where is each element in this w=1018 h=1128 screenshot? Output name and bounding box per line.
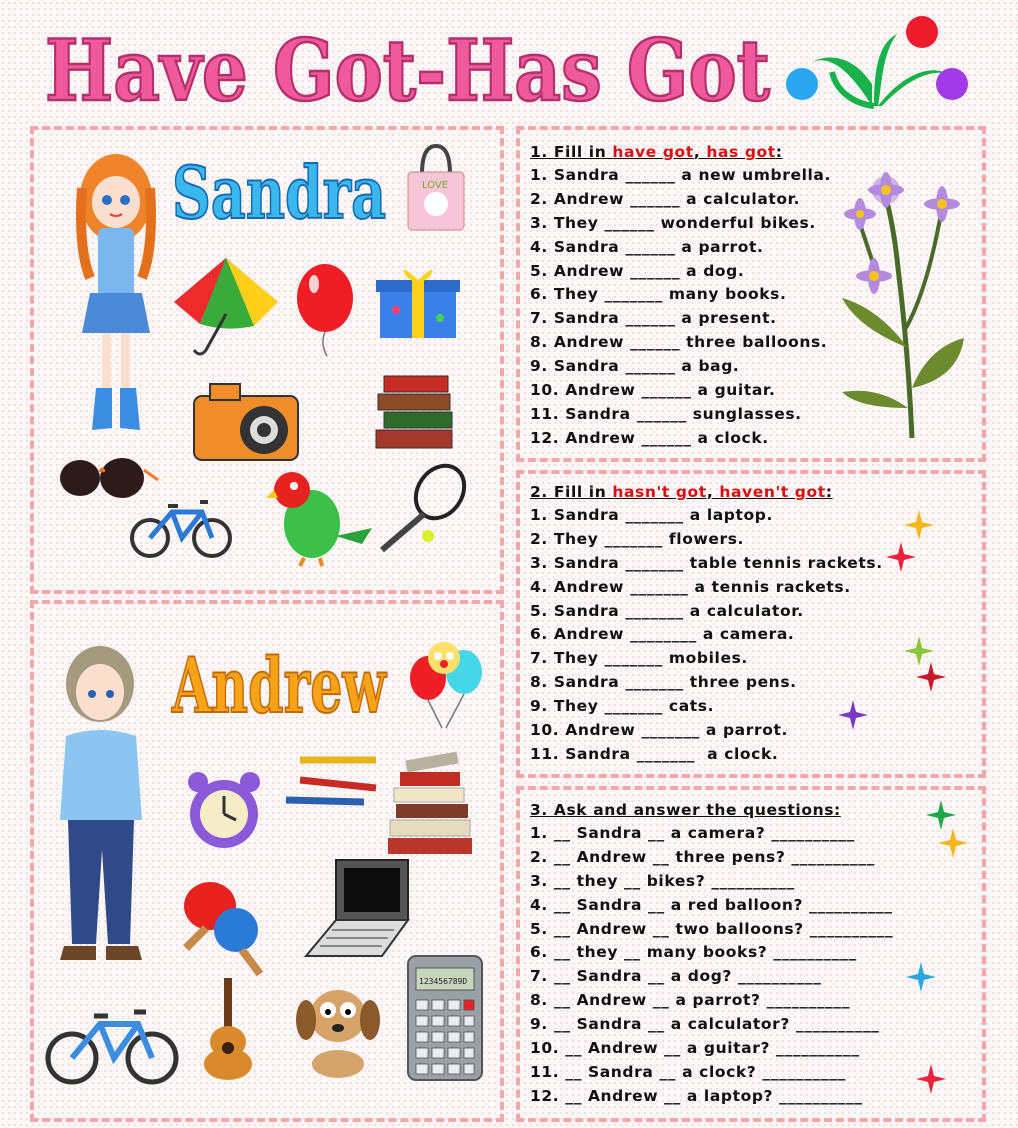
- exercise-3-heading: 3. Ask and answer the questions:: [530, 801, 841, 819]
- calculator-display-text: 123456789D: [419, 977, 468, 986]
- exercise-line: 10. Andrew ______ a guitar.: [530, 381, 776, 400]
- gift-box-icon: [370, 262, 466, 340]
- clown-balloons-icon: [406, 634, 486, 730]
- exercise-line: 8. Sandra _______ three pens.: [530, 673, 797, 692]
- exercise-line: 1. __ Sandra __ a camera? __________: [530, 824, 855, 842]
- andrew-name: [170, 636, 390, 726]
- exercise-line: 2. Andrew ______ a calculator.: [530, 189, 801, 208]
- exercise-line: 1. Sandra ______ a new umbrella.: [530, 166, 831, 184]
- exercise-line: 10. __ Andrew __ a guitar? __________: [530, 1039, 860, 1058]
- alarm-clock-icon: [176, 766, 272, 856]
- flower-decoration-icon: [782, 14, 982, 114]
- bicycle-icon-2: [42, 1000, 182, 1086]
- flower-icon: [838, 148, 968, 448]
- svg-text:LOVE: LOVE: [422, 180, 449, 191]
- girl-doll-icon: [68, 148, 164, 438]
- pens-icon: [280, 752, 380, 818]
- parrot-icon: [264, 468, 374, 566]
- sparkle-icon: [938, 828, 968, 858]
- sparkle-icon: [906, 962, 936, 992]
- exercise-line: 6. Andrew ________ a camera.: [530, 625, 795, 644]
- sparkle-icon: [886, 542, 916, 572]
- table-tennis-rackets-icon: [176, 876, 272, 976]
- dog-icon: [290, 980, 386, 1080]
- exercise-line: 8. Andrew ______ three balloons.: [530, 333, 828, 352]
- tote-bag-icon: [404, 142, 468, 234]
- sandra-name-text: Sandra: [172, 150, 386, 232]
- books-icon: [370, 370, 462, 456]
- exercise-line: 11. Sandra ______ sunglasses.: [530, 404, 802, 423]
- exercise-line: 7. Sandra ______ a present.: [530, 309, 777, 328]
- exercise-1-heading: 1. Fill in have got, has got:: [530, 143, 783, 161]
- sparkle-icon: [904, 510, 934, 540]
- sparkle-icon: [916, 662, 946, 692]
- worksheet-title: [40, 18, 780, 118]
- exercise-2-heading: 2. Fill in hasn't got, haven't got:: [530, 483, 833, 501]
- exercise-3: [530, 798, 930, 1109]
- exercise-line: 6. __ they __ many books? __________: [530, 943, 857, 962]
- exercise-line: 6. They _______ many books.: [530, 285, 787, 304]
- exercise-line: 7. __ Sandra __ a dog? __________: [530, 967, 822, 986]
- exercise-line: 2. They _______ flowers.: [530, 529, 745, 548]
- title-text: Have Got-Has Got: [45, 21, 771, 118]
- exercise-line: 8. __ Andrew __ a parrot? __________: [530, 991, 851, 1010]
- exercise-line: 7. They _______ mobiles.: [530, 649, 748, 668]
- exercise-1: [530, 140, 850, 451]
- exercise-line: 9. They _______ cats.: [530, 697, 715, 716]
- boy-doll-icon: [52, 640, 150, 968]
- sparkle-icon: [926, 800, 956, 830]
- exercise-line: 3. They ______ wonderful bikes.: [530, 213, 816, 232]
- red-balloon-icon: [294, 262, 356, 358]
- exercise-line: 12. Andrew ______ a clock.: [530, 428, 769, 447]
- exercise-line: 11. __ Sandra __ a clock? __________: [530, 1062, 846, 1081]
- guitar-icon: [196, 976, 260, 1080]
- exercise-line: 4. Sandra ______ a parrot.: [530, 237, 764, 256]
- exercise-line: 11. Sandra _______ a clock.: [530, 744, 779, 763]
- exercise-line: 5. __ Andrew __ two balloons? __________: [530, 919, 894, 938]
- exercise-line: 10. Andrew _______ a parrot.: [530, 721, 788, 740]
- bicycle-icon: [128, 492, 234, 562]
- exercise-line: 9. __ Sandra __ a calculator? __________: [530, 1015, 880, 1034]
- exercise-line: 2. __ Andrew __ three pens? __________: [530, 847, 875, 866]
- andrew-name-text: Andrew: [171, 641, 388, 726]
- sandra-name: [170, 148, 390, 232]
- exercise-line: 3. __ they __ bikes? __________: [530, 871, 795, 890]
- exercise-line: 5. Andrew ______ a dog.: [530, 261, 745, 280]
- exercise-line: 4. Andrew _______ a tennis rackets.: [530, 577, 851, 596]
- exercise-line: 5. Sandra _______ a calculator.: [530, 601, 804, 620]
- exercise-line: 9. Sandra ______ a bag.: [530, 357, 740, 376]
- calculator-icon: [406, 954, 484, 1082]
- tennis-racket-icon: [374, 462, 470, 558]
- camera-icon: [190, 374, 306, 464]
- laptop-icon: [302, 856, 414, 960]
- exercise-line: 12. __ Andrew __ a laptop? __________: [530, 1086, 863, 1105]
- exercise-line: 4. __ Sandra __ a red balloon? __________: [530, 895, 893, 914]
- exercise-line: 1. Sandra _______ a laptop.: [530, 506, 773, 524]
- exercise-line: 3. Sandra _______ table tennis rackets.: [530, 553, 883, 572]
- umbrella-icon: [170, 254, 282, 358]
- sparkle-icon: [916, 1064, 946, 1094]
- book-stack-icon: [386, 752, 476, 860]
- sparkle-icon: [838, 700, 868, 730]
